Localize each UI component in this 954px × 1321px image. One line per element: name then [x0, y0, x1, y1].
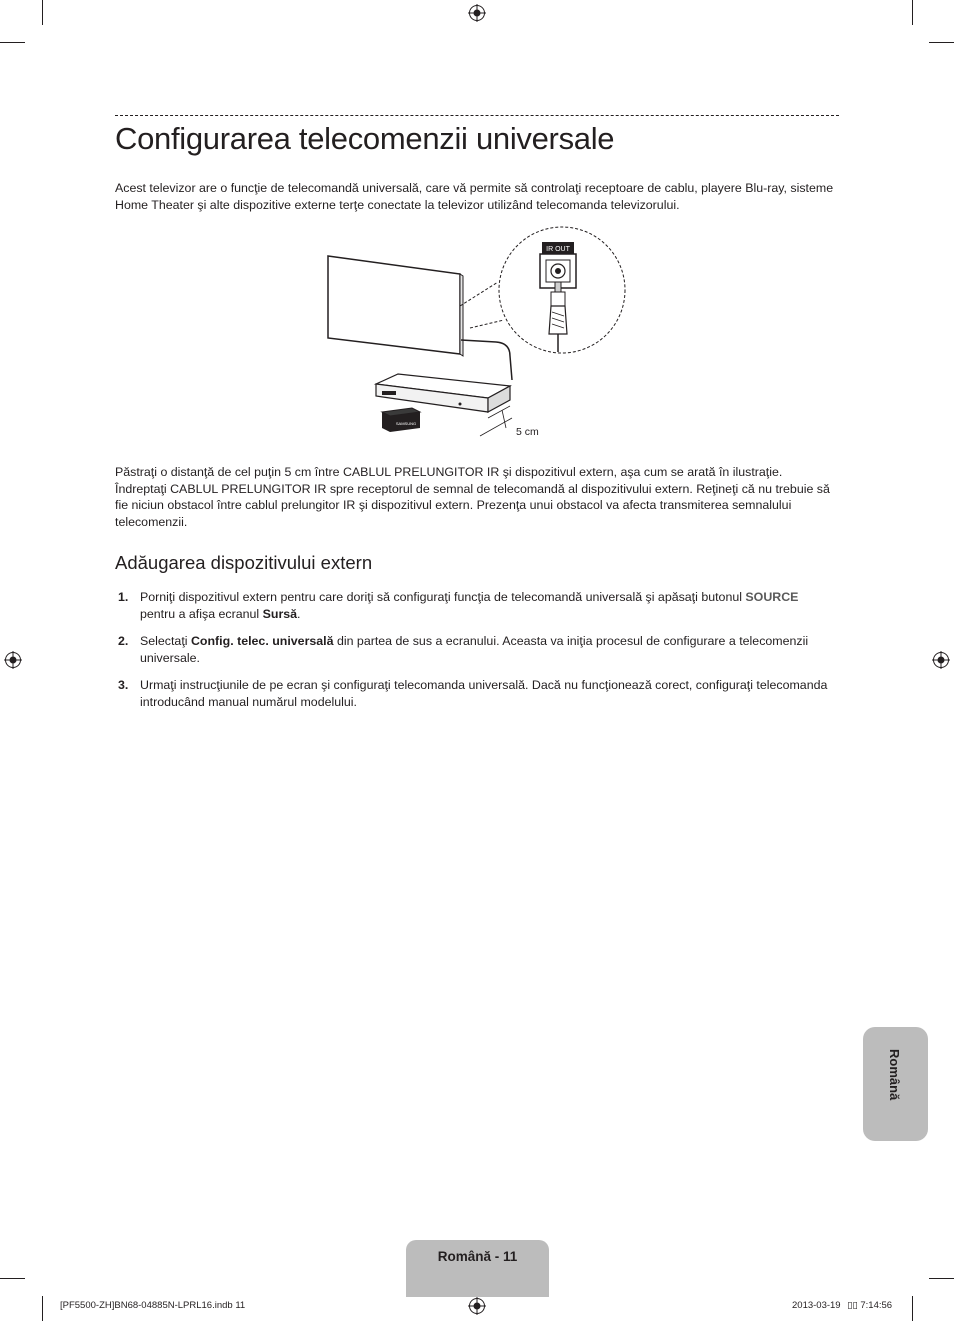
crop-mark: [929, 1278, 954, 1279]
step-text: [140, 633, 835, 666]
page-title: Configurarea telecomenzii universale: [115, 121, 615, 156]
step-text-part: Porniţi dispozitivul extern pentru care doriţi să configuraţi funcţia de telecomandă universală şi apăsaţi butonul: [140, 590, 746, 604]
crop-mark: [0, 42, 25, 43]
registration-mark-icon: [932, 651, 950, 669]
ir-extender-illustration: [320, 222, 635, 444]
page-number: Română - 11: [437, 1249, 518, 1264]
intro-paragraph: Acest televizor are o funcţie de telecomandă universală, care vă permite să controlaţi receptoare de cablu, playere Blu-ray, sisteme Home Theater şi alte dispozitive externe terţe conectate la televizor utilizând telecomanda televizorului.: [115, 181, 834, 212]
device-brand: SAMSUNG: [395, 421, 417, 426]
crop-mark: [42, 1296, 43, 1321]
page-number-tab: [406, 1240, 549, 1297]
crop-mark: [42, 0, 43, 25]
crop-mark: [929, 42, 954, 43]
footer-time: 7:14:56: [860, 1300, 893, 1311]
section-subtitle: Adăugarea dispozitivului extern: [115, 552, 373, 573]
language-label: Română: [887, 1049, 902, 1101]
distance-label: 5 cm: [516, 426, 539, 438]
step-number: 3.: [118, 678, 129, 692]
step-text-part: din partea de sus a ecranului. Aceasta va iniţia procesul de configurare a telecomenzii universale.: [140, 634, 809, 665]
list-item: [115, 677, 835, 710]
menu-keyword: Config. telec. universală: [190, 634, 334, 648]
section-divider: [115, 115, 839, 116]
registration-mark-icon: [4, 651, 22, 669]
jack-label: IR OUT: [546, 246, 570, 253]
footer-timestamp: [792, 1300, 892, 1311]
step-text-part: pentru a afişa ecranul: [140, 606, 263, 621]
crop-mark: [912, 1296, 913, 1321]
step-text-part: Selectaţi: [140, 634, 191, 648]
source-screen-keyword: Sursă: [262, 606, 298, 621]
list-item: [115, 589, 835, 622]
footer-time-marker: ▯▯: [847, 1300, 858, 1311]
source-keyword: SOURCE: [745, 590, 799, 604]
registration-mark-icon: [468, 4, 486, 22]
step-number: 2.: [118, 634, 129, 648]
footer-file: [PF5500-ZH]BN68-04885N-LPRL16.indb 11: [60, 1300, 246, 1311]
step-text: [140, 589, 835, 622]
list-item: [115, 633, 835, 666]
crop-mark: [912, 0, 913, 25]
tv-icon: [328, 256, 460, 354]
crop-mark: [0, 1278, 25, 1279]
footer-date: 2013-03-19: [792, 1300, 841, 1311]
distance-note: Păstraţi o distanţă de cel puţin 5 cm între CABLUL PRELUNGITOR IR şi dispozitivul extern, aşa cum se arată în ilustraţie. Îndreptaţi CABLUL PRELUNGITOR IR spre receptorul de semnal de telecomandă al dispozitivului extern. Reţineţi că nu trebuie să fie niciun obstacol între cablul prelungitor IR şi dispozitivul extern. Prezenţa unui obstacol va afecta transmiterea semnalului telecomenzii.: [115, 465, 830, 529]
registration-mark-icon: [468, 1297, 486, 1315]
step-number: 1.: [118, 590, 129, 604]
step-text-part: .: [297, 606, 301, 621]
language-side-tab: [863, 1027, 928, 1141]
step-text: Urmaţi instrucţiunile de pe ecran şi configuraţi telecomanda universală. Dacă nu funcţionează corect, configuraţi telecomanda introducând manual numărul modelului.: [140, 678, 828, 709]
